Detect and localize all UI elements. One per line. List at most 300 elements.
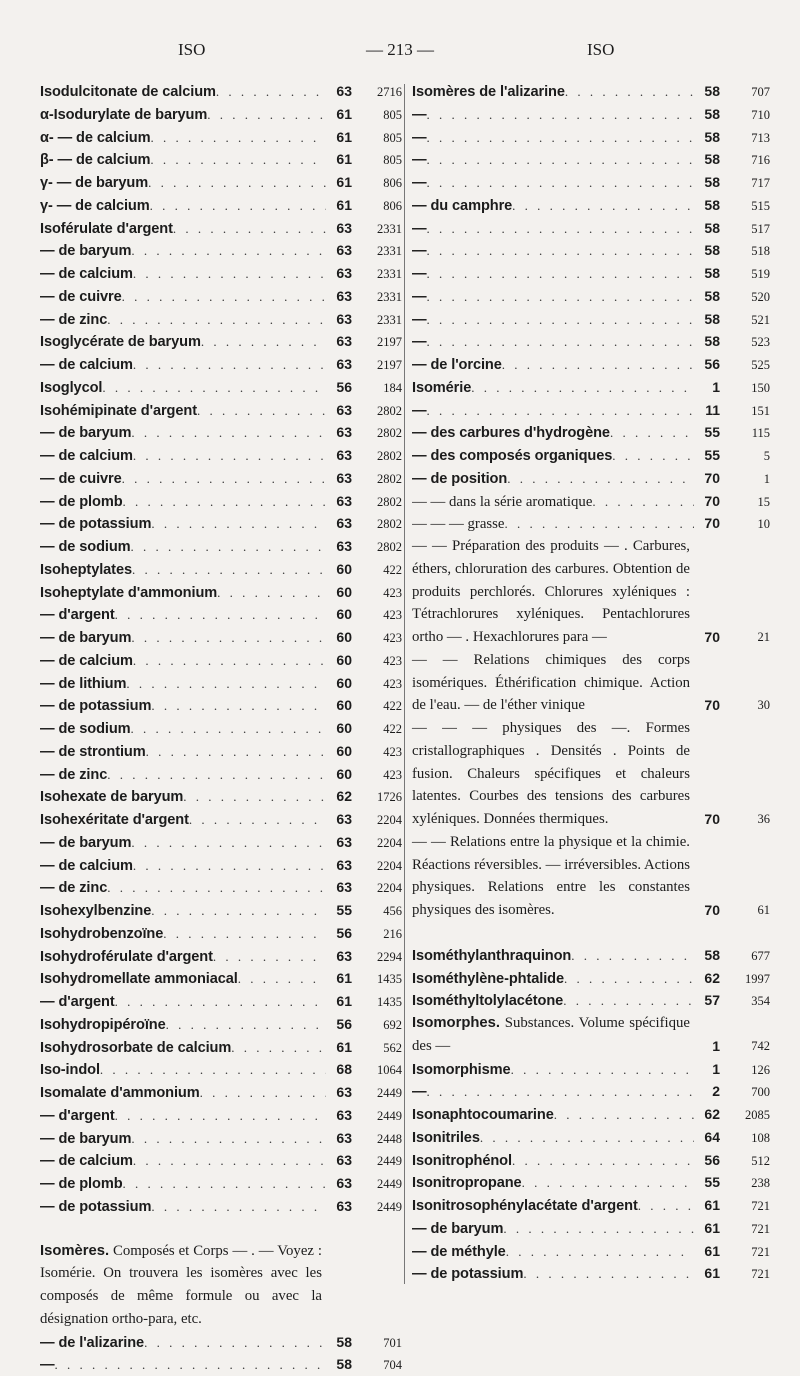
dot-leader (131, 627, 326, 649)
entry-page: 717 (751, 176, 770, 190)
entry-page: 721 (751, 1199, 770, 1213)
dot-leader (163, 923, 326, 945)
entry-page: 238 (751, 1176, 770, 1191)
index-entry (412, 262, 770, 285)
dot-leader (427, 309, 695, 331)
dot-leader (133, 855, 326, 877)
entry-page: 2331 (377, 267, 402, 281)
dot-leader (173, 218, 326, 240)
entry-volume: 63 (336, 287, 352, 304)
index-entry (40, 330, 402, 353)
dot-leader (146, 741, 326, 763)
entry-page: 710 (751, 107, 770, 122)
entry-label: α-Isodurylate de baryum (40, 106, 208, 123)
dot-leader (126, 673, 326, 695)
entry-label: — — dans la série aromatique (412, 493, 593, 510)
entry-volume: 63 (336, 1197, 352, 1214)
entry-label: — de plomb (40, 493, 123, 510)
entry-volume: 63 (336, 83, 352, 99)
entry-label: — (412, 402, 427, 419)
entry-label: — (40, 1357, 55, 1374)
entry-label: — de zinc (40, 311, 108, 328)
entry-volume: 56 (704, 356, 720, 372)
entry-page: 806 (383, 198, 402, 213)
dot-leader (427, 172, 695, 194)
entry-page: 1435 (377, 995, 402, 1009)
entry-label: Isonitropropane (412, 1175, 522, 1192)
index-entry (412, 967, 770, 990)
dot-leader (207, 104, 326, 126)
entry-volume: 63 (336, 1106, 352, 1123)
entry-page: 2448 (377, 1131, 402, 1146)
entry-page: 423 (383, 744, 402, 759)
dot-leader (115, 1105, 326, 1127)
entry-label: Isomorphisme (412, 1061, 511, 1078)
index-entry (40, 512, 402, 535)
index-entry (412, 399, 770, 422)
entry-page: 707 (751, 85, 770, 99)
entry-volume: 70 (704, 469, 720, 486)
entry-label: γ- — de calcium (40, 197, 150, 214)
dot-leader (148, 172, 326, 194)
dot-leader (115, 991, 326, 1013)
index-entry (412, 512, 770, 535)
header-right-keyword: ISO (587, 40, 615, 59)
entry-heading: Isomorphes. (412, 1015, 500, 1031)
index-entry (412, 1126, 770, 1149)
entry-page: 2204 (377, 835, 402, 850)
entry-volume: 56 (336, 1015, 352, 1032)
entry-volume: 1 (712, 378, 720, 395)
entry-label: — de zinc (40, 880, 108, 897)
entry-description: Composés et Corps — . — Voyez : Isomérie. On trouvera les isomères avec les composés de même formule ou avec la désignation ortho-para, etc. (40, 1242, 322, 1327)
page-header (0, 40, 800, 70)
entry-volume: 61 (336, 151, 352, 168)
index-entry (412, 148, 770, 171)
index-entry (40, 922, 402, 945)
index-entry (40, 421, 402, 444)
entry-label: Isométhylanthraquinon (412, 947, 572, 964)
entry-page: 515 (751, 198, 770, 213)
entry-label: — de potassium (40, 698, 152, 715)
entry-label: Isométhylène-phtalide (412, 970, 564, 987)
dot-leader (131, 832, 326, 854)
entry-label: Isométhyltolylacétone (412, 993, 564, 1010)
dot-leader (200, 1082, 326, 1104)
entry-volume: 58 (336, 1333, 352, 1350)
entry-label: — de baryum (40, 243, 132, 260)
entry-volume: 63 (336, 538, 352, 554)
entry-page: 36 (757, 812, 770, 826)
dot-leader (427, 240, 695, 262)
entry-page: 150 (751, 380, 770, 395)
dot-leader (503, 1218, 694, 1240)
entry-volume: 60 (336, 720, 352, 736)
dot-leader (131, 536, 326, 558)
dot-leader (427, 149, 695, 171)
dot-leader (150, 127, 326, 149)
dot-leader (504, 513, 694, 535)
entry-volume: 61 (336, 1038, 352, 1055)
entry-volume: 70 (704, 492, 720, 509)
entry-volume: 60 (336, 606, 352, 623)
index-entry (40, 171, 402, 194)
index-entry (40, 603, 402, 626)
entry-volume: 61 (336, 196, 352, 213)
dot-leader (638, 1195, 694, 1217)
index-entry (40, 1353, 402, 1376)
index-entry (40, 376, 402, 399)
dot-leader (427, 331, 695, 353)
entry-label: Isomérie (412, 379, 472, 396)
index-entry (40, 262, 402, 285)
entry-page: 1435 (377, 972, 402, 987)
index-entry (412, 490, 770, 513)
entry-page: 151 (751, 403, 770, 418)
entry-label: — de baryum (40, 630, 132, 646)
index-entry (412, 1171, 770, 1194)
index-entry (40, 1331, 402, 1354)
entry-page: 15 (757, 494, 770, 509)
index-entry (40, 467, 402, 490)
entry-page: 2802 (377, 517, 402, 532)
entry-label: — (412, 129, 427, 146)
entry-label: — (412, 334, 427, 351)
dot-leader (133, 263, 326, 285)
entry-label: Isonaphtocoumarine (412, 1107, 554, 1123)
entry-label: Isohydrobenzoïne (40, 925, 164, 942)
index-entry (40, 1127, 402, 1150)
dot-leader (131, 422, 326, 444)
index-entry (40, 672, 402, 695)
entry-label: — (412, 243, 427, 260)
entry-label: — de sodium (40, 721, 131, 737)
index-entry (412, 308, 770, 331)
entry-volume: 61 (704, 1265, 720, 1282)
index-entry-paragraph (412, 1012, 770, 1058)
index-entry (40, 854, 402, 877)
entry-volume: 63 (336, 1152, 352, 1169)
index-entry (412, 103, 770, 126)
dot-leader (133, 354, 326, 376)
entry-page: 525 (751, 358, 770, 372)
entry-label: Isoglycérate de baryum (40, 334, 201, 351)
entry-volume: 63 (336, 447, 352, 463)
entry-label: — — — grasse (412, 516, 505, 533)
entry-label: Isodulcitonate de calcium (40, 84, 216, 100)
dot-leader (427, 104, 695, 126)
entry-label: Isoglycol (40, 379, 103, 396)
entry-volume: 58 (704, 333, 720, 350)
entry-text (40, 1240, 402, 1331)
entry-volume: 62 (704, 1106, 720, 1122)
entry-page: 1726 (377, 790, 402, 805)
entry-volume: 56 (336, 378, 352, 395)
index-entry (412, 1194, 770, 1217)
entry-volume: 63 (336, 492, 352, 509)
entry-label: γ- — de baryum (40, 175, 149, 191)
index-entry (412, 126, 770, 149)
dot-leader (511, 1059, 694, 1081)
entry-label: — de calcium (40, 1153, 133, 1170)
entry-page: 2204 (377, 813, 402, 827)
entry-label: — (412, 152, 427, 169)
dot-leader (506, 1241, 694, 1263)
entry-page: 2802 (377, 449, 402, 463)
entry-label: Isomalate d'ammonium (40, 1085, 200, 1101)
entry-page: 700 (751, 1085, 770, 1100)
entry-page: 10 (757, 517, 770, 532)
entry-label: — de lithium (40, 675, 127, 692)
entry-page: 518 (751, 244, 770, 259)
entry-volume: 61 (336, 970, 352, 987)
dot-leader (471, 377, 694, 399)
entry-volume: 61 (704, 1197, 720, 1213)
entry-page: 5 (763, 449, 770, 463)
entry-page: 2449 (377, 1177, 402, 1191)
entry-volume: 62 (336, 788, 352, 805)
entry-description: Substances. Volume spécifique des — (412, 1015, 690, 1054)
dot-leader (512, 1150, 694, 1172)
entry-volume: 63 (336, 469, 352, 486)
entry-label: Isohémipinate d'argent (40, 402, 197, 419)
entry-page: 30 (757, 698, 770, 713)
entry-label: Isohexylbenzine (40, 903, 152, 919)
index-entry (40, 490, 402, 513)
index-entry (40, 945, 402, 968)
dot-leader (132, 559, 326, 581)
dot-leader (151, 695, 326, 717)
index-entry (40, 194, 402, 217)
entry-volume: 60 (336, 651, 352, 668)
dot-leader (151, 1196, 326, 1218)
entry-description: — — — physiques des —. Formes cristallographiques . Densités . Points de fusion. Chaleurs spécifiques et chaleurs latentes. Courbes des tensions des carbures xyléniques. Données thermiques. (412, 720, 690, 827)
entry-volume: 60 (336, 674, 352, 691)
dot-leader (107, 309, 326, 331)
entry-label: — de position (412, 470, 508, 487)
index-entry (40, 1172, 402, 1195)
entry-label: — de calcium (40, 857, 133, 874)
entry-label: — (412, 288, 427, 305)
index-entry (40, 1081, 402, 1104)
entry-label: — de potassium (412, 1266, 524, 1283)
entry-volume: 63 (336, 1175, 352, 1191)
entry-volume: 11 (705, 401, 720, 418)
entry-label: α- — de calcium (40, 129, 151, 146)
dot-leader (151, 513, 326, 535)
entry-page: 1 (763, 471, 770, 486)
entry-page: 2331 (377, 289, 402, 304)
entry-label: Isohydromellate ammoniacal (40, 971, 238, 988)
entry-label: — de strontium (40, 743, 146, 760)
entry-label: — de cuivre (40, 470, 122, 487)
index-entry (412, 1058, 770, 1081)
dot-leader (131, 1128, 326, 1150)
entry-volume: 61 (336, 128, 352, 145)
dot-leader (197, 400, 326, 422)
entry-page: 721 (751, 1267, 770, 1282)
index-entry (40, 1036, 402, 1059)
index-entry (40, 535, 402, 558)
entry-label: — de baryum (40, 425, 132, 442)
entry-label: — des carbures d'hydrogène (412, 425, 610, 442)
index-entry (40, 626, 402, 649)
index-entry (40, 694, 402, 717)
entry-volume: 55 (704, 447, 720, 463)
entry-page: 422 (383, 699, 402, 714)
entry-volume: 63 (336, 879, 352, 896)
index-entry (40, 558, 402, 581)
dot-leader (563, 990, 694, 1012)
dot-leader (189, 809, 326, 831)
index-entry-paragraph (40, 1240, 402, 1331)
index-entry (412, 330, 770, 353)
right-column (412, 80, 770, 1285)
entry-volume: 58 (704, 128, 720, 145)
entry-label: Isoférulate d'argent (40, 220, 173, 237)
entry-volume: 61 (336, 993, 352, 1009)
entry-volume: 60 (336, 697, 352, 714)
entry-label: — de zinc (40, 766, 108, 783)
entry-description: — — Relations entre la physique et la chimie. Réactions réversibles. — irréversibles. Actions physiques. Relations entre les constantes physiques des isomères. (412, 833, 690, 918)
dot-leader (115, 604, 326, 626)
entry-label: — de baryum (412, 1220, 504, 1237)
index-entry (412, 1240, 770, 1263)
entry-volume: 58 (704, 242, 720, 259)
entry-volume: 58 (704, 219, 720, 236)
index-entry (40, 285, 402, 308)
entry-volume: 63 (336, 856, 352, 873)
index-entry (412, 1103, 770, 1126)
dot-leader (427, 286, 695, 308)
entry-volume: 64 (704, 1128, 720, 1145)
entry-volume: 61 (704, 1242, 720, 1259)
entry-label: Isomères de l'alizarine (412, 84, 565, 100)
entry-label: — d'argent (40, 1107, 115, 1124)
index-entry (412, 1080, 770, 1103)
dot-leader (107, 877, 326, 899)
index-entry (40, 581, 402, 604)
index-entry (412, 1262, 770, 1285)
dot-leader (610, 422, 694, 444)
entry-volume: 57 (704, 992, 720, 1009)
index-entry-paragraph (412, 717, 770, 831)
entry-page: 704 (383, 1358, 402, 1373)
dot-leader (231, 1037, 326, 1059)
entry-description: — — Relations chimiques des corps isomériques. Éthérification chimique. Action de l'eau. — de l'éther vinique (412, 651, 690, 714)
index-entry (40, 1058, 402, 1081)
entry-page: 423 (383, 653, 402, 668)
entry-page: 701 (383, 1335, 402, 1350)
entry-label: Isonitrosophénylacétate d'argent (412, 1198, 638, 1214)
index-entry (40, 899, 402, 922)
section-gap (412, 922, 770, 944)
dot-leader (183, 786, 326, 808)
entry-page: 2802 (377, 426, 402, 441)
entry-volume: 56 (336, 924, 352, 941)
index-entry (40, 353, 402, 376)
dot-leader (564, 968, 694, 990)
entry-label: — de l'alizarine (40, 1334, 145, 1351)
entry-volume: 63 (336, 947, 352, 964)
entry-page: 2449 (377, 1199, 402, 1214)
entry-volume: 55 (704, 424, 720, 441)
index-entry (412, 989, 770, 1012)
entry-page: 422 (383, 562, 402, 577)
index-entry (40, 740, 402, 763)
index-entry (412, 1149, 770, 1172)
dot-leader (100, 1059, 326, 1081)
entry-volume: 63 (336, 356, 352, 372)
index-entry-paragraph (412, 535, 770, 649)
entry-label: — de potassium (40, 516, 152, 533)
dot-leader (122, 286, 326, 308)
dot-leader (523, 1263, 694, 1285)
entry-page: 2197 (377, 358, 402, 372)
entry-page: 108 (751, 1130, 770, 1145)
index-entry (40, 1195, 402, 1218)
entry-page: 2331 (377, 244, 402, 259)
index-entry (40, 717, 402, 740)
index-entry (40, 1013, 402, 1036)
dot-leader (166, 1014, 326, 1036)
entry-volume: 63 (336, 333, 352, 350)
entry-volume: 61 (704, 1219, 720, 1236)
entry-volume: 58 (704, 105, 720, 122)
page-number: — 213 — (366, 40, 434, 59)
entry-page: 562 (383, 1040, 402, 1055)
entry-label: — de baryum (40, 834, 132, 851)
entry-volume: 2 (712, 1083, 720, 1100)
entry-page: 422 (383, 722, 402, 736)
dot-leader (123, 1173, 326, 1195)
dot-leader (554, 1104, 694, 1126)
entry-page: 692 (383, 1017, 402, 1032)
entry-page: 2449 (377, 1086, 402, 1100)
left-column (40, 80, 402, 1376)
entry-page: 61 (757, 903, 770, 917)
entry-volume: 63 (336, 1084, 352, 1100)
dot-leader (133, 1150, 326, 1172)
entry-page: 512 (751, 1153, 770, 1168)
entry-label: — de baryum (40, 1130, 132, 1147)
dot-leader (131, 718, 326, 740)
index-entry (412, 421, 770, 444)
index-entry-paragraph (412, 649, 770, 717)
entry-label: — de potassium (40, 1198, 152, 1215)
index-entry (40, 785, 402, 808)
entry-heading: Isomères. (40, 1242, 110, 1259)
entry-page: 423 (383, 608, 402, 623)
entry-page: 2802 (377, 494, 402, 509)
entry-label: — de calcium (40, 266, 133, 282)
index-entry (40, 967, 402, 990)
dot-leader (55, 1354, 327, 1376)
dot-leader (565, 81, 694, 103)
entry-volume: 63 (336, 833, 352, 850)
entry-label: — d'argent (40, 607, 115, 624)
entry-volume: 56 (704, 1151, 720, 1168)
index-entry (40, 990, 402, 1013)
section-gap (40, 1218, 402, 1240)
dot-leader (480, 1127, 694, 1149)
dot-leader (213, 946, 326, 968)
index-entry (40, 80, 402, 103)
entry-label: — de plomb (40, 1176, 123, 1192)
index-entry (412, 944, 770, 967)
entry-page: 1997 (745, 971, 770, 986)
index-entry (412, 80, 770, 103)
